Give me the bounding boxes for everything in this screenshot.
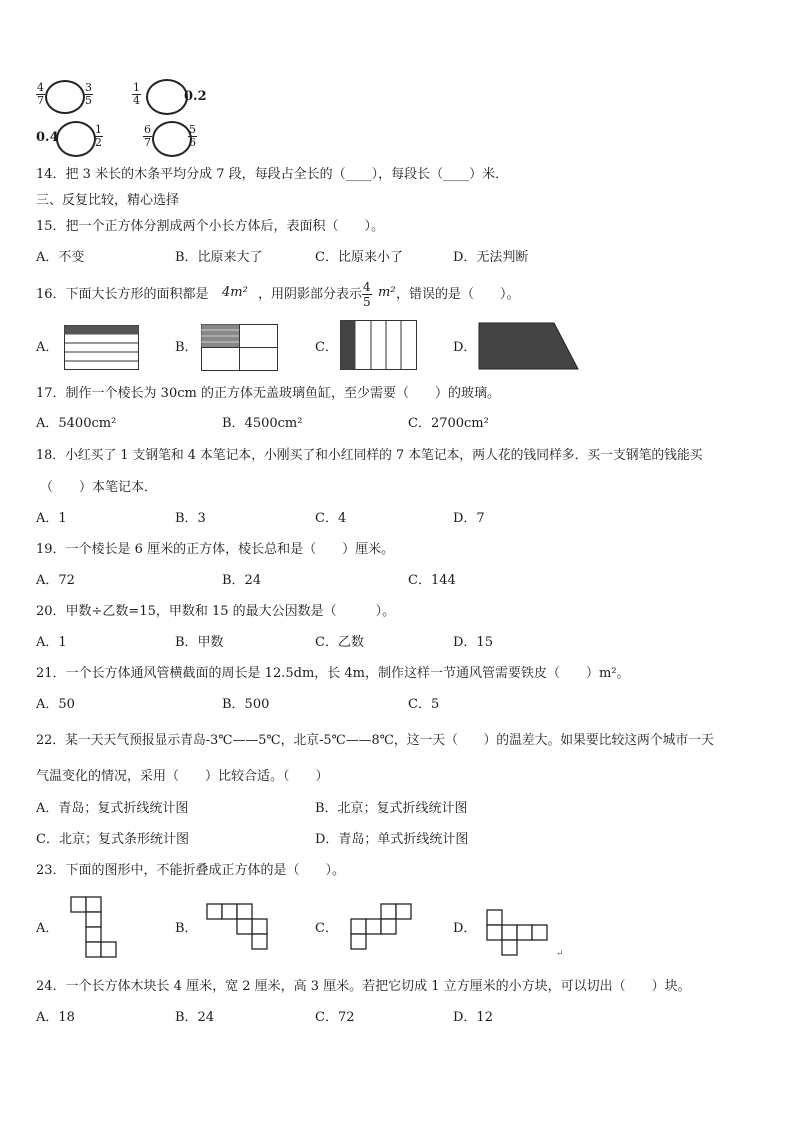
- return-mark-icon: ↵: [556, 949, 564, 959]
- question-22-line-2: 气温变化的情况，采用（ ）比较合适。（ ）: [36, 769, 329, 784]
- q20-option-d[interactable]: D．15: [453, 635, 493, 650]
- q16-option-c[interactable]: C．: [315, 340, 338, 355]
- q19-option-a[interactable]: A．72: [36, 573, 75, 588]
- q22-option-d[interactable]: D．青岛；单式折线统计图: [315, 832, 469, 847]
- q19-option-b[interactable]: B．24: [222, 573, 262, 588]
- q17-option-a[interactable]: A．5400cm²: [36, 416, 117, 431]
- q20-option-b[interactable]: B．甲数: [175, 635, 224, 650]
- fraction: $\frac{6}{7}$: [144, 123, 151, 149]
- q24-option-b[interactable]: B．24: [175, 1010, 215, 1025]
- q22-option-b[interactable]: B．北京；复式折线统计图: [315, 801, 468, 816]
- q17-option-c[interactable]: C．2700cm²: [408, 416, 489, 431]
- q22-option-c[interactable]: C．北京；复式条形统计图: [36, 832, 189, 847]
- q16-option-d[interactable]: D．: [453, 340, 477, 355]
- q23-option-c[interactable]: C．: [315, 921, 338, 936]
- section-3-heading: 三、反复比较，精心选择: [36, 193, 180, 208]
- question-23: 23．下面的图形中，不能折叠成正方体的是（ ）。: [36, 863, 346, 878]
- q23-option-a[interactable]: A．: [36, 921, 59, 936]
- q15-option-c[interactable]: C．比原来小了: [315, 250, 403, 265]
- q16-figure-b: [201, 324, 279, 372]
- q23-net-d: [486, 909, 550, 957]
- question-15: 15．把一个正方体分割成两个小长方体后，表面积（ ）。: [36, 219, 385, 234]
- q19-option-c[interactable]: C．144: [408, 573, 456, 588]
- q21-option-c[interactable]: C．5: [408, 697, 440, 712]
- fraction: $\frac{3}{5}$: [85, 81, 92, 107]
- q24-option-a[interactable]: A．18: [36, 1010, 75, 1025]
- q18-option-b[interactable]: B．3: [175, 511, 206, 526]
- q16-option-a[interactable]: A．: [36, 340, 59, 355]
- q24-option-c[interactable]: C．72: [315, 1010, 355, 1025]
- q16-option-b[interactable]: B．: [175, 340, 198, 355]
- q23-net-a: [70, 896, 120, 960]
- q22-option-a[interactable]: A．青岛；复式折线统计图: [36, 801, 189, 816]
- q20-option-c[interactable]: C．乙数: [315, 635, 364, 650]
- question-22: 22．某一天天气预报显示青岛-3℃——5℃，北京-5℃——8℃，这一天（ ）的温差大。如果要比较这两个城市一天: [36, 733, 714, 748]
- q16-figure-a: [64, 325, 140, 371]
- question-20: 20．甲数÷乙数=15，甲数和 15 的最大公因数是（ ）。: [36, 604, 396, 619]
- q23-option-d[interactable]: D．: [453, 921, 477, 936]
- q23-net-c: [350, 903, 414, 951]
- fraction: $\frac{4}{7}$: [37, 81, 44, 107]
- q21-option-b[interactable]: B．500: [222, 697, 270, 712]
- compare-circle[interactable]: [45, 80, 85, 114]
- q18-option-c[interactable]: C．4: [315, 511, 347, 526]
- question-24: 24．一个长方体木块长 4 厘米，宽 2 厘米，高 3 厘米。若把它切成 1 立方厘米的小方块，可以切出（ ）块。: [36, 979, 691, 994]
- q24-option-d[interactable]: D．12: [453, 1010, 493, 1025]
- question-17: 17．制作一个棱长为 30cm 的正方体无盖玻璃鱼缸，至少需要（ ）的玻璃。: [36, 386, 500, 401]
- fraction: $\frac{5}{6}$: [189, 123, 196, 149]
- q17-option-b[interactable]: B．4500cm²: [222, 416, 303, 431]
- question-21: 21．一个长方体通风管横截面的周长是 12.5dm，长 4m，制作这样一节通风管需要铁皮（ ）m²。: [36, 666, 630, 681]
- fraction: $\frac{4}{5}$: [363, 280, 371, 309]
- q23-option-b[interactable]: B．: [175, 921, 198, 936]
- fraction: $\frac{1}{4}$: [133, 81, 140, 107]
- q21-option-a[interactable]: A．50: [36, 697, 75, 712]
- q15-option-a[interactable]: A．不变: [36, 250, 85, 265]
- compare-circle[interactable]: [146, 79, 188, 115]
- q16-figure-c: [340, 320, 420, 372]
- question-19: 19．一个棱长是 6 厘米的正方体，棱长总和是（ ）厘米。: [36, 542, 395, 557]
- compare-circle[interactable]: [56, 121, 96, 157]
- question-18: 18．小红买了 1 支钢笔和 4 本笔记本，小刚买了和小红同样的 7 本笔记本，两人花的钱同样多．买一支钢笔的钱能买: [36, 448, 703, 463]
- fraction: $\frac{1}{2}$: [95, 123, 102, 149]
- q16-figure-d: [476, 321, 580, 373]
- compare-circle[interactable]: [152, 121, 192, 157]
- q23-net-b: [206, 903, 272, 951]
- q15-option-b[interactable]: B．比原来大了: [175, 250, 263, 265]
- q18-option-d[interactable]: D．7: [453, 511, 485, 526]
- question-14: 14．把 3 米长的木条平均分成 7 段，每段占全长的（____），每段长（____）米．: [36, 167, 509, 182]
- q15-option-d[interactable]: D．无法判断: [453, 250, 529, 265]
- q18-option-a[interactable]: A．1: [36, 511, 67, 526]
- question-18-line-2: （ ）本笔记本．: [40, 480, 158, 495]
- q20-option-a[interactable]: A．1: [36, 635, 67, 650]
